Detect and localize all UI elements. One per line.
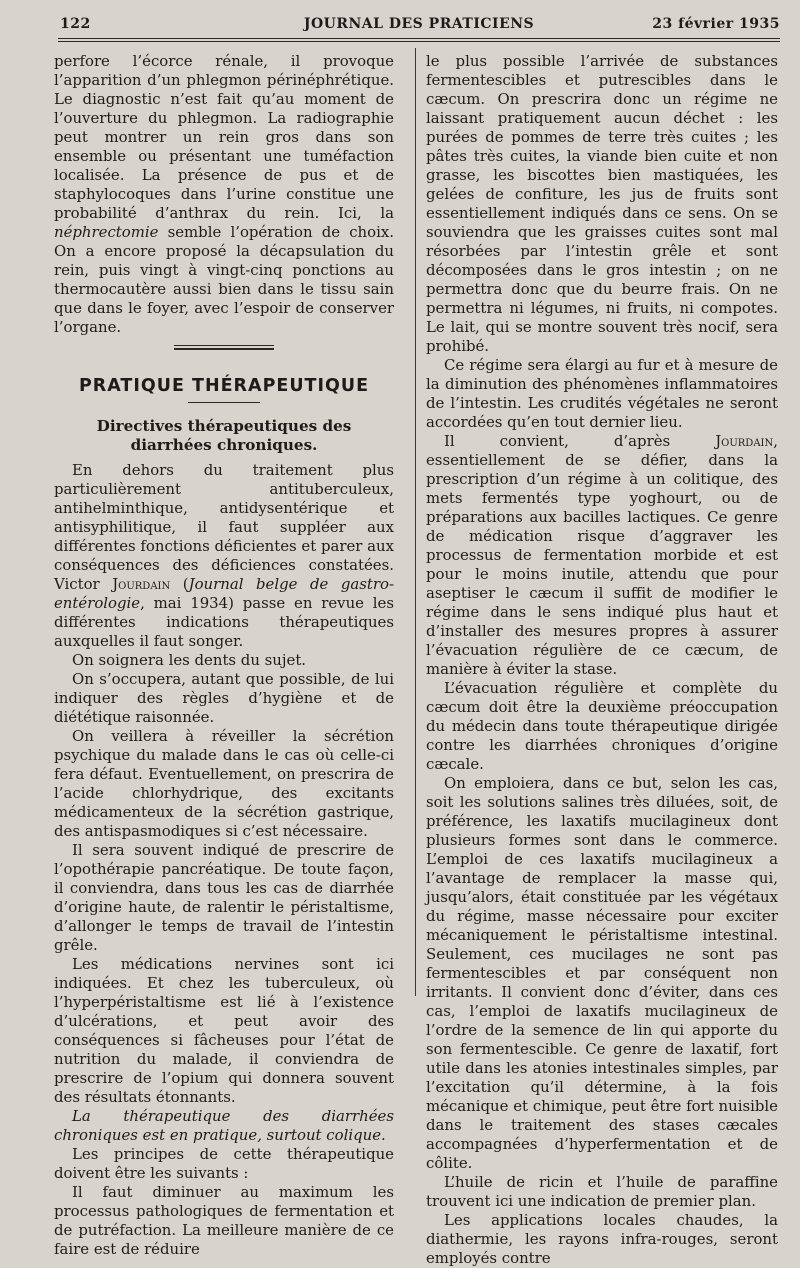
running-header: [58, 16, 780, 38]
paragraph: Les applications locales chaudes, la diathermie, les rayons infra-rouges, seront employés contre: [426, 1211, 778, 1267]
journal-reference: Journal belge de gastro-entérologie: [54, 575, 394, 613]
left-column: [54, 52, 394, 1259]
paragraph: le plus possible l’arrivée de substances fermentescibles et putrescibles dans le cæcum. On prescrira donc un régime ne laissant pratiquement aucun déchet : les purées de pommes de terre très cuites ; les pâtes très cuites, la viande bien cuite et non grasse, les biscottes bien mastiquées, les gelées de confiture, les jus de fruits sont essentiellement indiqués dans ce sens. On se souviendra que les graisses cuites sont mal résorbées par l’intestin grêle et sont décomposées dans le gros intestin ; on ne permettra donc que du beurre frais. On ne permettra ni légumes, ni fruits, ni compotes. Le lait, qui se montre souvent très nocif, sera prohibé.: [426, 52, 778, 355]
italic-paragraph: La thérapeutique des diarrhées chroniques est en pratique, surtout colique.: [54, 1107, 394, 1145]
right-column: [426, 52, 778, 1268]
paragraph: L’huile de ricin et l’huile de paraffine trouvent ici une indication de premier plan.: [426, 1173, 778, 1210]
journal-title: JOURNAL DES PRATICIENS: [303, 16, 535, 32]
author-name: Jourdain: [715, 432, 774, 450]
paragraph: Les médications nervines sont ici indiquées. Et chez les tuberculeux, où l’hyperpéristaltisme est lié à l’existence d’ulcérations, et peut avoir des conséquences si fâcheuses pour l’état de nutrition du malade, il conviendra de prescrire de l’opium qui donnera souvent des résultats étonnants.: [54, 955, 394, 1107]
paragraph: Les principes de cette thérapeutique doivent être les suivants :: [54, 1145, 394, 1183]
paragraph: On s’occupera, autant que possible, de lui indiquer des règles d’hygiène et de diététique raisonnée.: [54, 670, 394, 727]
article-title: Directives thérapeutiques des diarrhées chroniques.: [96, 417, 352, 455]
page-number: 122: [60, 16, 91, 32]
paragraph: L’évacuation régulière et complète du cæcum doit être la deuxième préoccupation du médecin dans toute thérapeutique dirigée contre les diarrhées chroniques d’origine cæcale.: [426, 679, 778, 773]
issue-date: 23 février 1935: [652, 16, 780, 32]
paragraph: Il sera souvent indiqué de prescrire de l’opothérapie pancréatique. De toute façon, il conviendra, dans tous les cas de diarrhée d’origine haute, de ralentir le péristaltisme, d’allonger le temps de travail de l’intestin grêle.: [54, 841, 394, 955]
header-double-rule: [58, 38, 780, 42]
paragraph: Ce régime sera élargi au fur et à mesure de la diminution des phénomènes inflammatoires de l’intestin. Les crudités végétales ne seront accordées qu’en tout dernier lieu.: [426, 356, 778, 431]
section-underline: [188, 402, 260, 403]
paragraph: On veillera à réveiller la sécrétion psychique du malade dans le cas où celle-ci fera défaut. Eventuellement, on prescrira de l’acide chlorhydrique, des excitants médicamenteux de la sécrétion gastrique, des antispasmodiques si c’est nécessaire.: [54, 727, 394, 841]
paragraph: On soignera les dents du sujet.: [72, 651, 307, 670]
emphasis-nephrectomie: néphrectomie: [54, 223, 159, 241]
column-divider: [415, 48, 416, 996]
paragraph: Il faut diminuer au maximum les processus pathologiques de fermentation et de putréfaction. La meilleure manière de ce faire est de réduire: [54, 1183, 394, 1259]
section-title: PRATIQUE THÉRAPEUTIQUE: [78, 376, 370, 396]
paragraph-intro: perfore l’écorce rénale, il provoque l’apparition d’un phlegmon périnéphrétique. Le diagnostic n’est fait qu’au moment de l’ouverture du phlegmon. La radiographie peut montrer un rein gros dans son ensemble ou présentant une tuméfaction localisée. La présence de pus et de staphylocoques dans l’urine constitue une probabilité d’anthrax du rein. Ici, la néphrectomie semble l’opération de choix. On a encore proposé la décapsulation du rein, puis vingt à vingt-cinq ponctions au thermocautère aussi bien dans le tissu sain que dans le foyer, avec l’espoir de conserver l’organe.: [54, 52, 394, 336]
section-separator: [174, 345, 274, 363]
paragraph: Il convient, d’après Jourdain, essentiellement de se défier, dans la prescription d’un régime à un colitique, des mets fermentés type yoghourt, ou de préparations aux bacilles lactiques. Ce genre de médication risque d’aggraver les processus de fermentation morbide et est pour le moins inutile, attendu que pour aseptiser le cæcum il suffit de modifier le régime dans le sens indiqué plus haut et d’installer des mesures propres à assurer l’évacuation régulière de ce cæcum, de manière à éviter la stase.: [426, 432, 778, 678]
paragraph: En dehors du traitement plus particulièrement antituberculeux, antihelminthique, antidysentérique et antisyphilitique, il faut suppléer aux différentes fonctions déficientes et parer aux conséquences des déficiences constatées. Victor Jourdain (Journal belge de gastro-entérologie, mai 1934) passe en revue les différentes indications thérapeutiques auxquelles il faut songer.: [54, 461, 394, 651]
paragraph: On emploiera, dans ce but, selon les cas, soit les solutions salines très diluées, soit, de préférence, les laxatifs mucilagineux dont plusieurs formes sont dans le commerce. L’emploi de ces laxatifs mucilagineux a l’avantage de remplacer la masse qui, jusqu’alors, était constituée par les végétaux du régime, masse nécessaire pour exciter mécaniquement le péristaltisme intestinal. Seulement, ces mucilages ne sont pas fermentescibles et par conséquent non irritants. Il convient donc d’éviter, dans ces cas, l’emploi de laxatifs mucilagineux de l’ordre de la semence de lin qui apporte du son fermentescible. Ce genre de laxatif, fort utile dans les atonies intestinales simples, par l’excitation qu’il détermine, à la fois mécanique et chimique, peut être fort nuisible dans le traitement des stases cæcales accompagnées d’hyperfermentation et de côlite.: [426, 774, 778, 1172]
author-name: Jourdain: [112, 575, 171, 594]
